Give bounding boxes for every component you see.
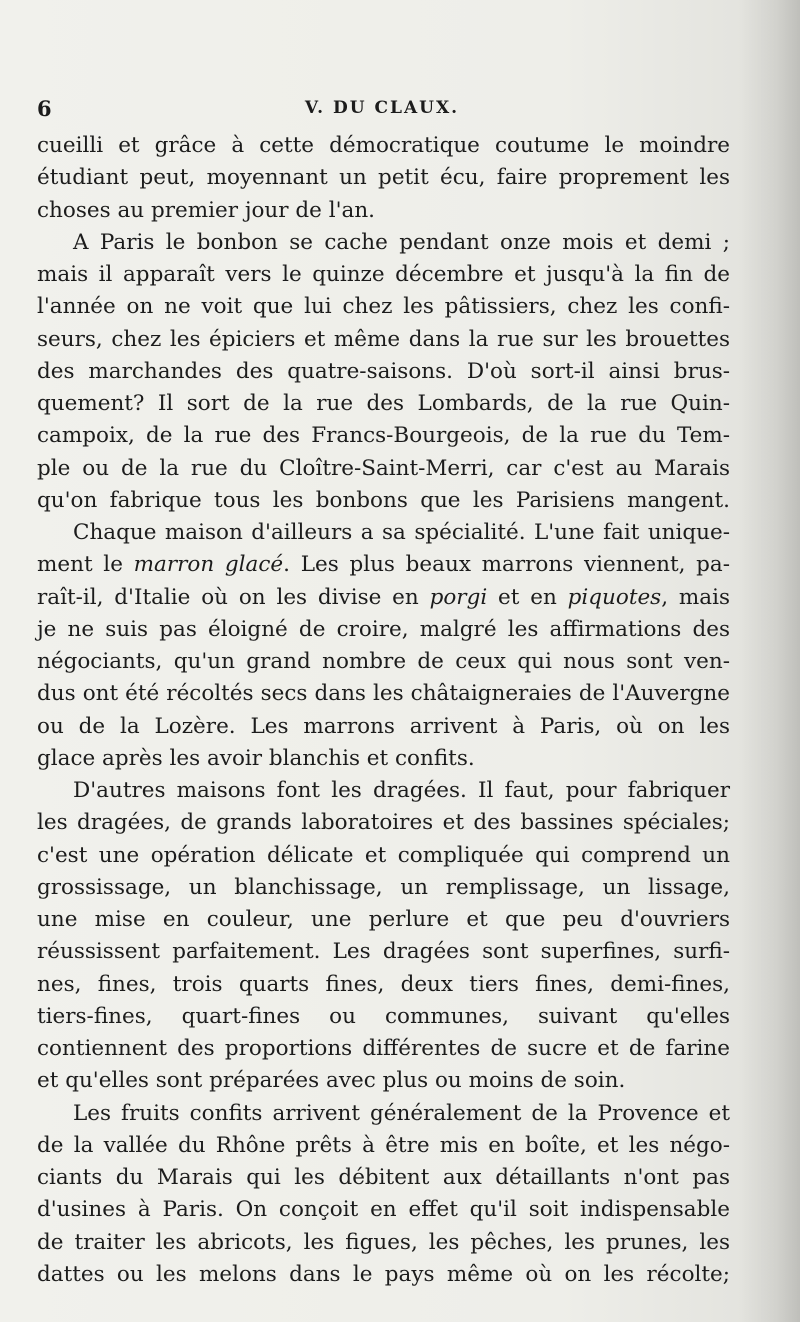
italic-term: marron glacé (133, 552, 284, 578)
text-line: D'autres maisons font les dragées. Il faut, pour fabriquer (73, 778, 730, 803)
text-line: de traiter les abricots, les figues, les pêches, les prunes, les (37, 1229, 730, 1255)
text-line: A Paris le bonbon se cache pendant onze mois et demi ; (73, 229, 730, 255)
text-line: de la vallée du Rhône prêts à être mis en boîte, et les négo- (37, 1132, 730, 1158)
body-text (37, 130, 730, 1291)
text-line: dattes ou les melons dans le pays même où on les récolte; (37, 1261, 730, 1287)
text-line: étudiant peut, moyennant un petit écu, faire proprement les (37, 165, 730, 191)
italic-term: porgi (429, 584, 488, 610)
text-line: des marchandes des quatre-saisons. D'où sort-il ainsi brus- (37, 358, 730, 384)
text-line: ment le marron glacé. Les plus beaux marrons viennent, pa- (37, 552, 731, 578)
text-line: tiers-fines, quart-fines ou communes, suivant qu'elles (37, 1003, 730, 1029)
text-line: quement? Il sort de la rue des Lombards, de la rue Quin- (37, 391, 730, 416)
text-line: d'usines à Paris. On conçoit en effet qu'il soit indispensable (37, 1197, 730, 1223)
text-line: négociants, qu'un grand nombre de ceux qui nous sont ven- (37, 649, 730, 674)
text-line: ou de la Lozère. Les marrons arrivent à Paris, où on les (37, 713, 730, 739)
page-number: 6 (37, 96, 52, 121)
text-line: Les fruits confits arrivent généralement de la Provence et (73, 1100, 730, 1126)
text-line: c'est une opération délicate et compliquée qui comprend un (37, 842, 730, 868)
running-head: V. DU CLAUX. (304, 98, 460, 118)
text-line: ciants du Marais qui les débitent aux détaillants n'ont pas (37, 1165, 730, 1190)
text-line: campoix, de la rue des Francs-Bourgeois, de la rue du Tem- (37, 423, 730, 449)
italic-term: piquotes (567, 584, 662, 610)
text-line: grossissage, un blanchissage, un remplissage, un lissage, (37, 874, 730, 900)
page-header (37, 96, 727, 126)
text-line: contiennent des proportions différentes de sucre et de farine (37, 1036, 730, 1061)
text-line: raît-il, d'Italie où on les divise en porgi et en piquotes, mais (37, 584, 730, 610)
text-line: l'année on ne voit que lui chez les pâtissiers, chez les confi- (37, 294, 730, 320)
text-line: dus ont été récoltés secs dans les châtaigneraies de l'Auvergne (37, 681, 730, 707)
text-line: Chaque maison d'ailleurs a sa spécialité. L'une fait unique- (73, 520, 730, 545)
text-line: nes, fines, trois quarts fines, deux tiers fines, demi-fines, (37, 971, 730, 997)
text-line: les dragées, de grands laboratoires et des bassines spéciales; (37, 810, 730, 836)
text-line: glace après les avoir blanchis et confits. (37, 745, 475, 771)
text-line: ple ou de la rue du Cloître-Saint-Merri, car c'est au Marais (37, 455, 730, 481)
text-line: seurs, chez les épiciers et même dans la rue sur les brouettes (37, 326, 730, 352)
text-line: mais il apparaît vers le quinze décembre et jusqu'à la fin de (37, 262, 730, 287)
text-line: une mise en couleur, une perlure et que peu d'ouvriers (37, 907, 730, 932)
page-gutter-shadow (740, 0, 800, 1322)
text-line: choses au premier jour de l'an. (37, 197, 375, 223)
text-line: qu'on fabrique tous les bonbons que les Parisiens mangent. (37, 487, 730, 513)
text-line: je ne suis pas éloigné de croire, malgré les affirmations des (37, 616, 730, 642)
text-line: réussissent parfaitement. Les dragées sont superfines, surfi- (37, 939, 730, 965)
text-line: et qu'elles sont préparées avec plus ou moins de soin. (37, 1068, 626, 1094)
text-line: cueilli et grâce à cette démocratique coutume le moindre (37, 133, 730, 158)
